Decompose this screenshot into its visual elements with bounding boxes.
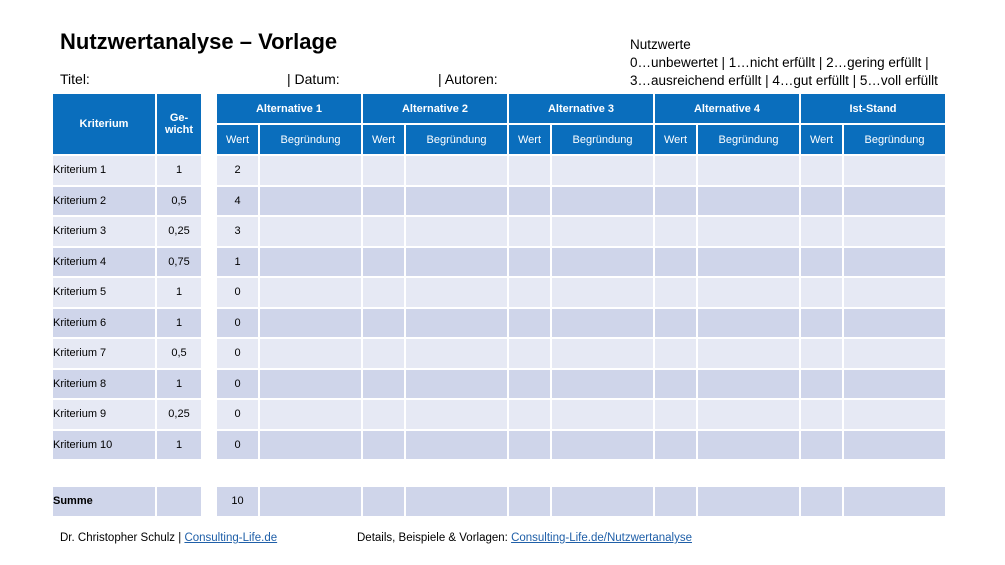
reason-cell[interactable]	[260, 278, 361, 307]
value-cell[interactable]: 0	[217, 431, 258, 460]
value-cell[interactable]: 1	[217, 248, 258, 277]
value-cell[interactable]	[363, 156, 404, 185]
reason-cell[interactable]	[406, 339, 507, 368]
table-row	[53, 187, 201, 216]
value-cell[interactable]: 0	[217, 339, 258, 368]
value-cell[interactable]	[363, 248, 404, 277]
criterion-name: Kriterium 3	[53, 217, 155, 246]
reason-cell[interactable]	[552, 431, 653, 460]
criterion-name: Kriterium 8	[53, 370, 155, 399]
criterion-name: Kriterium 7	[53, 339, 155, 368]
value-cell[interactable]	[363, 339, 404, 368]
table-row	[53, 309, 201, 338]
reason-cell[interactable]	[552, 400, 653, 429]
footer-details	[357, 532, 692, 544]
criterion-weight: 1	[157, 431, 201, 460]
table-row	[53, 248, 201, 277]
table-row	[217, 217, 945, 246]
sum-value-cell	[509, 487, 550, 516]
table-row	[217, 248, 945, 277]
reason-cell[interactable]	[844, 431, 945, 460]
reason-cell[interactable]	[698, 248, 799, 277]
value-cell[interactable]	[509, 156, 550, 185]
reason-cell[interactable]	[406, 156, 507, 185]
value-cell[interactable]	[509, 309, 550, 338]
reason-cell[interactable]	[698, 278, 799, 307]
value-cell[interactable]	[363, 431, 404, 460]
reason-cell[interactable]	[698, 339, 799, 368]
footer-details-link[interactable]: Consulting-Life.de/Nutzwertanalyse	[511, 532, 692, 544]
value-cell[interactable]	[801, 217, 842, 246]
reason-cell[interactable]	[260, 248, 361, 277]
reason-cell[interactable]	[698, 309, 799, 338]
sum-reason-cell	[698, 487, 799, 516]
titel-label: Titel:	[60, 71, 90, 87]
value-cell[interactable]	[801, 431, 842, 460]
value-cell[interactable]: 0	[217, 400, 258, 429]
reason-cell[interactable]	[552, 370, 653, 399]
reason-cell[interactable]	[552, 278, 653, 307]
criterion-weight: 1	[157, 309, 201, 338]
reason-cell[interactable]	[844, 217, 945, 246]
value-cell[interactable]	[801, 156, 842, 185]
criterion-weight: 0,5	[157, 339, 201, 368]
legend-line-1: 0…unbewertet | 1…nicht erfüllt | 2…gering erfüllt |	[630, 55, 929, 70]
criteria-table	[51, 92, 203, 518]
reason-cell[interactable]	[698, 400, 799, 429]
reason-cell[interactable]	[260, 431, 361, 460]
reason-cell[interactable]	[260, 370, 361, 399]
value-cell[interactable]	[363, 187, 404, 216]
value-cell[interactable]	[509, 400, 550, 429]
table-row	[53, 431, 201, 460]
reason-cell[interactable]	[406, 370, 507, 399]
alternatives-table	[215, 92, 947, 518]
reason-cell[interactable]	[844, 187, 945, 216]
criterion-weight: 0,75	[157, 248, 201, 277]
value-cell[interactable]	[801, 370, 842, 399]
value-cell[interactable]	[801, 248, 842, 277]
value-cell[interactable]	[509, 187, 550, 216]
alternative-header: Ist-Stand	[801, 94, 945, 123]
reason-cell[interactable]	[552, 187, 653, 216]
value-cell[interactable]	[509, 248, 550, 277]
table-gap	[53, 461, 201, 485]
value-cell[interactable]	[509, 278, 550, 307]
table-row	[217, 187, 945, 216]
value-cell[interactable]	[801, 400, 842, 429]
alternative-header: Alternative 2	[363, 94, 507, 123]
reason-cell[interactable]	[844, 248, 945, 277]
wert-header: Wert	[509, 125, 550, 154]
value-cell[interactable]	[363, 309, 404, 338]
weight-header-line1: Ge-	[169, 112, 189, 124]
value-cell[interactable]	[801, 278, 842, 307]
legend-line-2: 3…ausreichend erfüllt | 4…gut erfüllt | 5…voll erfüllt	[630, 73, 938, 88]
reason-cell[interactable]	[552, 156, 653, 185]
reason-cell[interactable]	[698, 156, 799, 185]
reason-cell[interactable]	[698, 431, 799, 460]
value-cell[interactable]	[363, 278, 404, 307]
reason-cell[interactable]	[552, 217, 653, 246]
sum-reason-cell	[844, 487, 945, 516]
criterion-weight: 0,25	[157, 217, 201, 246]
legend-heading: Nutzwerte	[630, 37, 691, 52]
reason-cell[interactable]	[698, 217, 799, 246]
value-cell[interactable]	[655, 278, 696, 307]
reason-cell[interactable]	[844, 370, 945, 399]
table-row	[53, 217, 201, 246]
table-row	[217, 431, 945, 460]
alternative-header: Alternative 4	[655, 94, 799, 123]
value-cell[interactable]: 0	[217, 309, 258, 338]
reason-cell[interactable]	[406, 431, 507, 460]
footer-author	[60, 532, 277, 544]
alternative-header: Alternative 3	[509, 94, 653, 123]
value-cell[interactable]	[801, 309, 842, 338]
value-cell[interactable]: 4	[217, 187, 258, 216]
sum-value-cell	[363, 487, 404, 516]
sum-row	[53, 487, 201, 516]
value-cell[interactable]: 0	[217, 278, 258, 307]
reason-cell[interactable]	[406, 278, 507, 307]
sum-reason-cell	[552, 487, 653, 516]
reason-cell[interactable]	[552, 309, 653, 338]
table-row	[53, 400, 201, 429]
criterion-weight: 1	[157, 370, 201, 399]
reason-cell[interactable]	[844, 156, 945, 185]
reason-cell[interactable]	[844, 278, 945, 307]
reason-cell[interactable]	[844, 400, 945, 429]
autoren-label: | Autoren:	[438, 71, 498, 87]
value-cell[interactable]	[801, 339, 842, 368]
wert-header: Wert	[655, 125, 696, 154]
wert-header: Wert	[363, 125, 404, 154]
table-row	[217, 278, 945, 307]
sum-reason-cell	[406, 487, 507, 516]
footer-details-text: Details, Beispiele & Vorlagen:	[357, 532, 512, 544]
reason-cell[interactable]	[698, 187, 799, 216]
value-cell[interactable]: 2	[217, 156, 258, 185]
table-row	[53, 339, 201, 368]
table-row	[53, 278, 201, 307]
sum-reason-cell	[260, 487, 361, 516]
table-row	[217, 339, 945, 368]
begruendung-header: Begründung	[698, 125, 799, 154]
sum-value-cell: 10	[217, 487, 258, 516]
value-cell[interactable]	[655, 309, 696, 338]
value-cell[interactable]	[655, 187, 696, 216]
criterion-name: Kriterium 6	[53, 309, 155, 338]
value-cell[interactable]	[655, 370, 696, 399]
criterion-name: Kriterium 4	[53, 248, 155, 277]
criterion-header: Kriterium	[53, 94, 155, 154]
value-cell[interactable]	[655, 431, 696, 460]
sum-label: Summe	[53, 487, 155, 516]
wert-header: Wert	[801, 125, 842, 154]
table-row	[217, 400, 945, 429]
wert-header: Wert	[217, 125, 258, 154]
reason-cell[interactable]	[698, 370, 799, 399]
value-cell[interactable]	[801, 187, 842, 216]
value-cell[interactable]	[655, 400, 696, 429]
criterion-weight: 1	[157, 156, 201, 185]
value-cell[interactable]	[363, 400, 404, 429]
sum-value-cell	[655, 487, 696, 516]
value-cell[interactable]	[655, 339, 696, 368]
value-cell[interactable]	[655, 248, 696, 277]
table-row	[53, 370, 201, 399]
reason-cell[interactable]	[260, 309, 361, 338]
sum-value-cell	[801, 487, 842, 516]
value-cell[interactable]	[509, 217, 550, 246]
criterion-weight: 0,25	[157, 400, 201, 429]
value-cell[interactable]: 0	[217, 370, 258, 399]
reason-cell[interactable]	[552, 248, 653, 277]
score-legend	[630, 36, 938, 90]
reason-cell[interactable]	[406, 187, 507, 216]
table-row	[217, 370, 945, 399]
reason-cell[interactable]	[552, 339, 653, 368]
reason-cell[interactable]	[406, 248, 507, 277]
criterion-name: Kriterium 2	[53, 187, 155, 216]
criterion-name: Kriterium 9	[53, 400, 155, 429]
reason-cell[interactable]	[406, 217, 507, 246]
begruendung-header: Begründung	[406, 125, 507, 154]
begruendung-header: Begründung	[260, 125, 361, 154]
value-cell[interactable]	[363, 217, 404, 246]
value-cell[interactable]	[509, 431, 550, 460]
footer-author-text: Dr. Christopher Schulz |	[60, 532, 185, 544]
footer-author-link[interactable]: Consulting-Life.de	[184, 532, 278, 544]
reason-cell[interactable]	[260, 400, 361, 429]
criterion-name: Kriterium 10	[53, 431, 155, 460]
page-title: Nutzwertanalyse – Vorlage	[60, 29, 338, 54]
sum-row	[217, 487, 945, 516]
begruendung-header: Begründung	[844, 125, 945, 154]
table-row	[217, 156, 945, 185]
criterion-name: Kriterium 5	[53, 278, 155, 307]
value-cell[interactable]	[509, 370, 550, 399]
value-cell[interactable]	[655, 217, 696, 246]
reason-cell[interactable]	[260, 339, 361, 368]
sum-weight	[157, 487, 201, 516]
alternative-header: Alternative 1	[217, 94, 361, 123]
table-gap	[217, 461, 945, 485]
reason-cell[interactable]	[844, 309, 945, 338]
begruendung-header: Begründung	[552, 125, 653, 154]
reason-cell[interactable]	[260, 156, 361, 185]
reason-cell[interactable]	[406, 400, 507, 429]
value-cell[interactable]	[509, 339, 550, 368]
reason-cell[interactable]	[260, 217, 361, 246]
weight-header-line2: wicht	[164, 124, 194, 136]
weight-header	[157, 94, 201, 154]
table-row	[217, 309, 945, 338]
value-cell[interactable]: 3	[217, 217, 258, 246]
table-row	[53, 156, 201, 185]
value-cell[interactable]	[655, 156, 696, 185]
reason-cell[interactable]	[844, 339, 945, 368]
criterion-weight: 0,5	[157, 187, 201, 216]
datum-label: | Datum:	[287, 71, 340, 87]
criterion-weight: 1	[157, 278, 201, 307]
reason-cell[interactable]	[406, 309, 507, 338]
reason-cell[interactable]	[260, 187, 361, 216]
criterion-name: Kriterium 1	[53, 156, 155, 185]
value-cell[interactable]	[363, 370, 404, 399]
